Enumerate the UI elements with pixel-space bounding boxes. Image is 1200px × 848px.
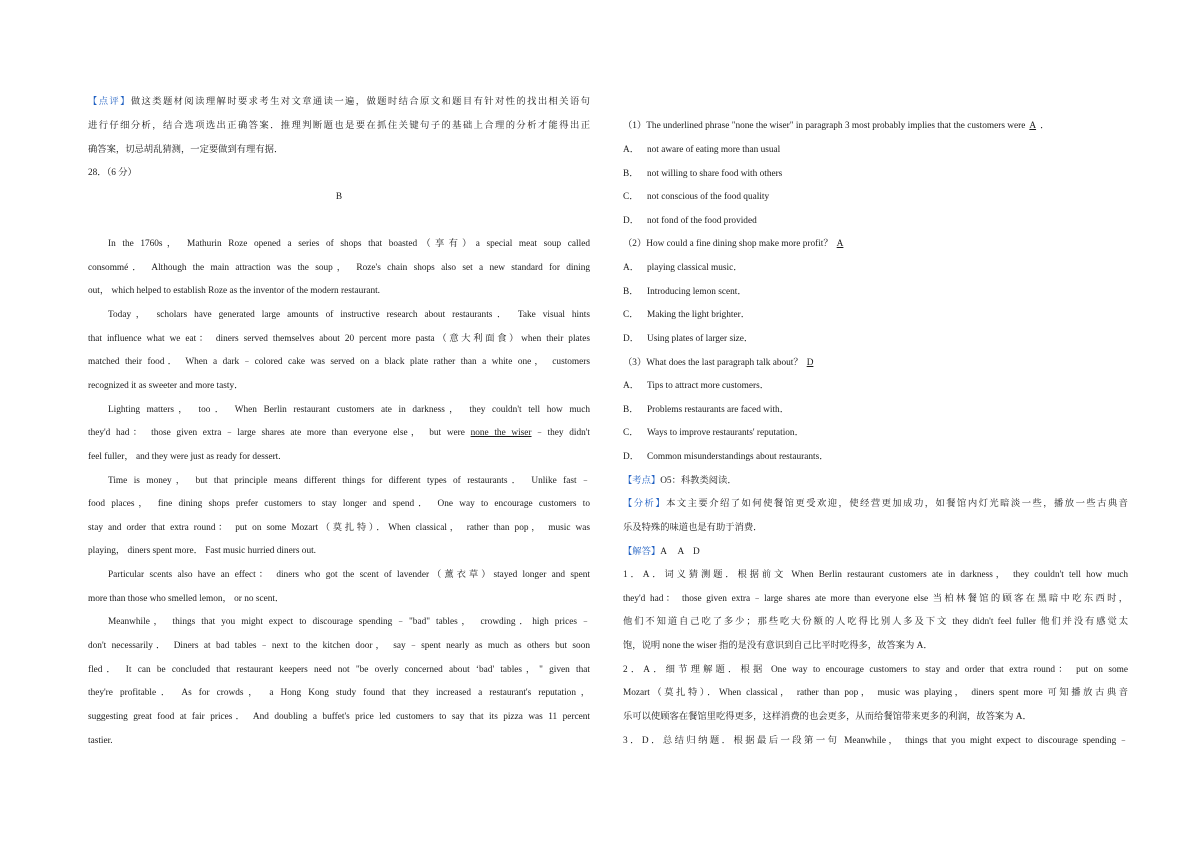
passage-line: more than those who smelled lemon， or no scent． bbox=[88, 594, 285, 604]
option-b: B． Problems restaurants are faced with． bbox=[623, 405, 789, 415]
explanation-line: 1．A．词义猜测题．根据前文 When Berlin restaurant customers ate in darkness， they couldn't tell how much bbox=[623, 570, 1128, 580]
explanation-line: 饱，说明 none the wiser 指的是没有意识到自己比平时吃得多，故答案为 A． bbox=[623, 641, 933, 651]
comment-line: 进行仔细分析，结合选项选出正确答案．推理判断题也是要在抓住关键句子的基础上合理的分析才能得出正 bbox=[88, 121, 590, 131]
question-1: （1）The underlined phrase "none the wiser" in paragraph 3 most probably implies that the customers were A ． bbox=[623, 121, 1050, 131]
comment-line: 确答案，切忌胡乱猜测，一定要做到有理有据． bbox=[88, 145, 284, 155]
explanation-line: 2．A．细节理解题．根据 One way to encourage customers to stay and order that extra round： put on some bbox=[623, 665, 1128, 675]
passage-line: feel fuller， and they were just as ready for dessert. bbox=[88, 452, 281, 462]
passage-line: consommé． Although the main attraction was the soup， Roze's chain shops also set a new standard for dining bbox=[88, 263, 590, 273]
fenxi-line: 乐及特殊的味道也是有助于消费． bbox=[623, 523, 763, 533]
passage-line: that influence what we eat： diners served themselves about 20 percent more pasta（意大利面食）when their plates bbox=[88, 334, 590, 344]
explanation-line: 他们不知道自己吃了多少；那些吃大份额的人吃得比别人多及下文 they didn't feel fuller 他们并没有感觉太 bbox=[623, 617, 1128, 627]
underlined-phrase: none the wiser bbox=[470, 428, 532, 438]
passage-line: playing， diners spent more． Fast music hurried diners out. bbox=[88, 546, 316, 556]
explanation-line: 乐可以使顾客在餐馆里吃得更多，这样消费的也会更多，从而给餐馆带来更多的利润，故答案为 A． bbox=[623, 712, 1032, 722]
passage-line: tastier. bbox=[88, 736, 113, 746]
jieda-tag: 【解答】 bbox=[623, 547, 661, 557]
passage-line: Lighting matters， too． When Berlin restaurant customers ate in darkness， they couldn't tell how much bbox=[108, 405, 590, 415]
answer-blank: A bbox=[836, 239, 844, 249]
fenxi-line: 【分析】本文主要介绍了如何使餐馆更受欢迎，使经营更加成功，如餐馆内灯光暗淡一些，播放一些古典音 bbox=[623, 499, 1128, 509]
kaodian-tag: 【考点】 bbox=[623, 476, 661, 486]
explanation-line: 3．D．总结归纳题．根据最后一段第一句 Meanwhile， things that you might expect to discourage spending﹣ bbox=[623, 736, 1128, 746]
answer-blank: A bbox=[1029, 121, 1037, 131]
passage-line: food places， fine dining shops prefer customers to stay longer and spend． One way to encourage customers to bbox=[88, 499, 590, 509]
question-2: （2）How could a fine dining shop make more profit？ A bbox=[623, 237, 1128, 251]
passage-line: Time is money， but that principle means different things for different types of restaurants． Unlike fast﹣ bbox=[108, 476, 590, 486]
option-c: C． not conscious of the food quality bbox=[623, 192, 770, 202]
kaodian-line: 【考点】O5：科教类阅读． bbox=[623, 476, 737, 486]
option-b: B． Introducing lemon scent． bbox=[623, 287, 747, 297]
passage-line: matched their food． When a dark﹣colored cake was served on a black plate rather than a white one， customers bbox=[88, 357, 590, 367]
option-c: C． Ways to improve restaurants' reputation． bbox=[623, 428, 804, 438]
option-a: A． playing classical music． bbox=[623, 263, 743, 273]
passage-line: Particular scents also have an effect： diners who got the scent of lavender（薰衣草）stayed longer and spent bbox=[108, 570, 590, 580]
option-d: D． Common misunderstandings about restaurants． bbox=[623, 452, 829, 462]
passage-line: don't necessarily． Diners at bad tables﹣next to the kitchen door， say﹣spent nearly as much as others but soon bbox=[88, 641, 590, 651]
passage-line: In the 1760s， Mathurin Roze opened a series of shops that boasted（享有）a special meat soup called bbox=[108, 239, 590, 249]
question-3: （3）What does the last paragraph talk about？ D bbox=[623, 356, 1128, 370]
comment-line: 【点评】做这类题材阅读理解时要求考生对文章通读一遍，做题时结合原文和题目有针对性的找出相关语句 bbox=[88, 97, 590, 107]
explanation-line: Mozart（莫扎特）．When classical， rather than pop， music was playing， diners spent more 可知播放古典音 bbox=[623, 688, 1128, 698]
fenxi-tag: 【分析】 bbox=[623, 499, 667, 509]
option-a: A． not aware of eating more than usual bbox=[623, 145, 781, 155]
passage-line: stay and order that extra round： put on some Mozart（莫扎特）．When classical， rather than pop， music was bbox=[88, 523, 590, 533]
option-d: D． Using plates of larger size． bbox=[623, 334, 754, 344]
answer-blank: D bbox=[806, 358, 814, 368]
comment-tag: 【点评】 bbox=[88, 97, 131, 107]
option-c: C． Making the light brighter． bbox=[623, 310, 751, 320]
passage-line: suggesting great food at fair prices． And doubling a buffet's price led customers to say that its pizza was 11 percent bbox=[88, 712, 590, 722]
jieda-line: 【解答】A A D bbox=[623, 547, 700, 557]
passage-line: out， which helped to establish Roze as the inventor of the modern restaurant. bbox=[88, 286, 380, 296]
question-header: 28．（6 分） bbox=[88, 168, 137, 178]
section-letter: B bbox=[335, 192, 343, 202]
explanation-line: they'd had： those given extra﹣large shares ate more than everyone else 当柏林餐馆的顾客在黑暗中吃东西时， bbox=[623, 594, 1128, 604]
passage-line: they'd had： those given extra﹣large shares ate more than everyone else， but were none the wiser﹣they didn't bbox=[88, 428, 590, 438]
option-a: A． Tips to attract more customers． bbox=[623, 381, 770, 391]
passage-line: they're profitable． As for crowds， a Hong Kong study found that they increased a restaurant's reputation， bbox=[88, 688, 590, 698]
option-b: B． not willing to share food with others bbox=[623, 169, 783, 179]
option-d: D． not fond of the food provided bbox=[623, 216, 757, 226]
passage-line: recognized it as sweeter and more tasty． bbox=[88, 381, 244, 391]
passage-line: fled． It can be concluded that restaurant keepers need not "be overly concerned about ‘bad' tables，" given that bbox=[88, 665, 590, 675]
passage-line: Today， scholars have generated large amounts of instructive research about restaurants． Take visual hints bbox=[108, 310, 590, 320]
passage-line: Meanwhile， things that you might expect to discourage spending﹣"bad" tables， crowding．high prices﹣ bbox=[108, 617, 590, 627]
